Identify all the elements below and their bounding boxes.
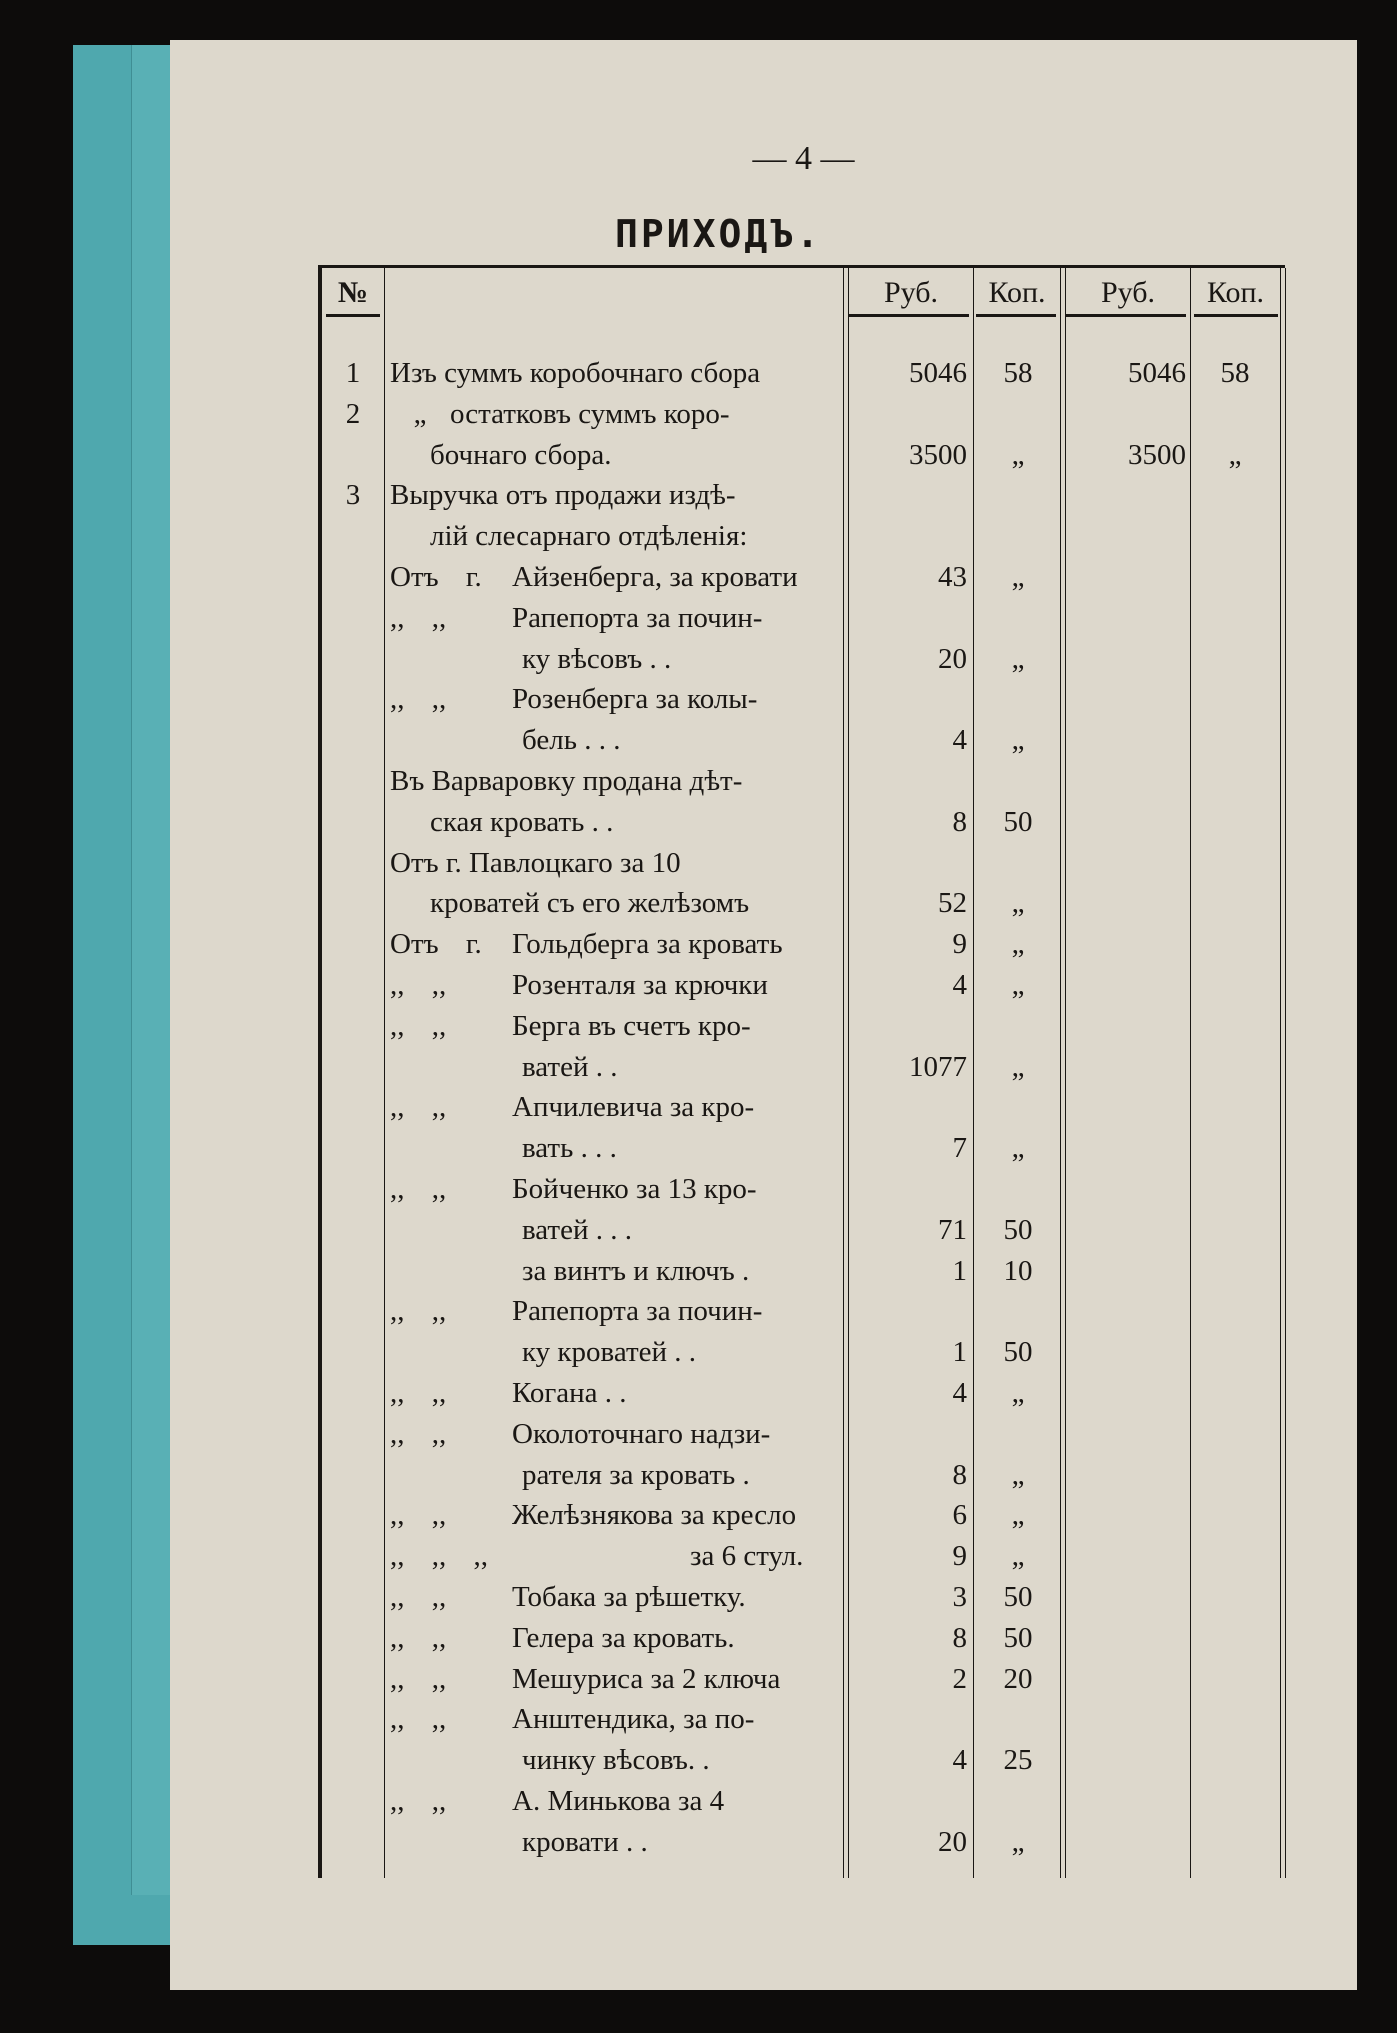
rubles-amount: 43: [938, 561, 967, 593]
kopecks-amount: „: [1011, 642, 1025, 675]
row-description: [390, 1091, 845, 1124]
table-row: [322, 1620, 1285, 1660]
description-text: Желѣзнякова за кресло: [512, 1499, 797, 1532]
table-row: [322, 1130, 1285, 1170]
kopecks-amount: 10: [1003, 1254, 1033, 1287]
rubles-amount: 4: [952, 969, 967, 1001]
table-row: [322, 1253, 1285, 1293]
header-rule: [976, 314, 1056, 317]
rubles-total: 3500: [1128, 438, 1186, 471]
table-row: [322, 1049, 1285, 1089]
description-text: ская кровать . .: [430, 805, 614, 838]
kopecks-amount: „: [1011, 724, 1025, 757]
description-text: рателя за кровать .: [522, 1458, 750, 1491]
rubles-amount: 52: [938, 887, 967, 920]
description-text: ватей . .: [522, 1050, 618, 1083]
kopecks-amount: 50: [1003, 1213, 1033, 1246]
description-text: Розенталя за крючки: [512, 969, 768, 1001]
ditto-prefix: ,, ,,: [390, 1581, 447, 1613]
row-description: [522, 643, 845, 676]
ditto-prefix: ,, ,,: [390, 683, 447, 716]
ditto-prefix: ,, ,,: [390, 1295, 447, 1328]
description-text: Анштендика, за по-: [512, 1703, 755, 1736]
rubles-amount: 8: [952, 1621, 967, 1654]
table-row: [322, 1783, 1285, 1823]
row-description: [390, 602, 845, 635]
table-row: [322, 355, 1285, 395]
ditto-prefix: ,, ,,: [390, 1703, 447, 1736]
table-row: [322, 641, 1285, 681]
description-text: кровати . .: [522, 1825, 648, 1858]
description-text: ку кроватей . .: [522, 1336, 697, 1369]
description-text: ватей . . .: [522, 1213, 632, 1246]
row-description: [430, 887, 845, 920]
description-text: Отъ г. Павлоцкаго за 10: [390, 846, 681, 879]
rubles-amount: 4: [952, 1377, 967, 1409]
description-text: Розенберга за колы-: [512, 683, 758, 716]
ditto-prefix: ,, ,,: [390, 1009, 447, 1042]
row-description: [390, 357, 845, 390]
kopecks-amount: „: [1011, 1050, 1025, 1083]
header-rub-1: Руб.: [883, 276, 939, 309]
row-description: [390, 928, 845, 961]
table-row: [322, 926, 1285, 966]
rubles-amount: 3500: [909, 438, 967, 471]
description-text: Околоточнаго надзи-: [512, 1417, 771, 1450]
row-description: [390, 1540, 845, 1573]
header-rub-2: Руб.: [1100, 276, 1156, 309]
row-description: [390, 398, 845, 431]
kopecks-amount: „: [1011, 1377, 1025, 1409]
rubles-amount: 20: [938, 1825, 967, 1858]
table-row: [322, 1008, 1285, 1048]
table-row: [322, 1701, 1285, 1741]
kopecks-amount: 50: [1003, 1621, 1033, 1654]
rubles-amount: 71: [938, 1213, 967, 1246]
row-description: [522, 1051, 845, 1084]
ditto-prefix: ,, ,,: [390, 601, 447, 634]
table-row: [322, 1742, 1285, 1782]
description-text: Въ Варваровку продана дѣт-: [390, 765, 743, 797]
row-description: [390, 1663, 845, 1696]
rubles-total: 5046: [1128, 357, 1186, 389]
description-text: ку вѣсовъ . .: [522, 642, 672, 675]
ditto-prefix: ,, ,,: [390, 1499, 447, 1532]
description-text: Берга въ счетъ кро-: [512, 1009, 751, 1042]
kopecks-amount: „: [1011, 438, 1025, 471]
page-title: ПРИХОДЪ.: [615, 212, 823, 256]
header-rule: [1194, 314, 1278, 317]
description-text: остатковъ суммъ коро-: [450, 397, 730, 430]
row-description: [390, 683, 845, 716]
ditto-prefix: Отъ г.: [390, 561, 482, 593]
description-text: Выручка отъ продажи издѣ-: [390, 479, 736, 512]
row-description: [390, 1010, 845, 1043]
rubles-amount: 8: [952, 805, 967, 838]
kopecks-amount: „: [1011, 1499, 1025, 1532]
row-number: 2: [345, 397, 361, 430]
row-description: [390, 847, 845, 880]
table-row: [322, 722, 1285, 762]
table-row: [322, 1171, 1285, 1211]
description-text: Гелера за кровать.: [512, 1621, 735, 1654]
description-text: чинку вѣсовъ. .: [522, 1744, 710, 1777]
table-row: [322, 1375, 1285, 1415]
table-row: [322, 1416, 1285, 1456]
kopecks-amount: 58: [1003, 357, 1033, 389]
ditto-prefix: ,, ,,: [390, 969, 447, 1001]
row-description: [390, 765, 845, 798]
rubles-amount: 4: [952, 1744, 967, 1777]
row-description: [390, 1622, 845, 1655]
table-row: [322, 1579, 1285, 1619]
kopecks-amount: 50: [1003, 805, 1033, 838]
kopecks-amount: 25: [1003, 1744, 1033, 1777]
kopecks-amount: „: [1011, 1458, 1025, 1491]
description-text: бель . . .: [522, 724, 621, 757]
rubles-amount: 6: [952, 1499, 967, 1532]
row-description: [390, 1295, 845, 1328]
rubles-amount: 1: [952, 1254, 967, 1287]
rubles-amount: 1077: [909, 1050, 967, 1083]
description-text: Рапепорта за почин-: [512, 601, 763, 634]
table-row: [322, 1661, 1285, 1701]
ditto-prefix: ,, ,,: [390, 1377, 447, 1409]
ditto-prefix: ,, ,,: [390, 1417, 447, 1450]
row-description: [522, 1826, 845, 1859]
rubles-amount: 4: [952, 724, 967, 757]
rubles-amount: 7: [952, 1132, 967, 1165]
ditto-prefix: ,, ,, ,,: [390, 1540, 488, 1573]
table-row: [322, 1089, 1285, 1129]
row-number: 3: [345, 479, 361, 512]
row-description: [390, 1499, 845, 1532]
rubles-amount: 20: [938, 642, 967, 675]
income-ledger-table: [318, 265, 1285, 1878]
row-number: 1: [345, 357, 361, 389]
table-row: [322, 1212, 1285, 1252]
rubles-amount: 9: [952, 1540, 967, 1573]
rubles-amount: 5046: [909, 357, 967, 389]
table-row: [322, 681, 1285, 721]
table-row: [322, 600, 1285, 640]
kopecks-amount: „: [1011, 561, 1025, 593]
row-description: [390, 479, 845, 512]
description-text: Изъ суммъ коробочнаго сбора: [390, 357, 761, 389]
kopecks-amount: „: [1011, 1132, 1025, 1165]
row-description: [390, 1581, 845, 1614]
description-text: Айзенберга, за кровати: [512, 561, 798, 593]
kopecks-amount: 20: [1003, 1662, 1033, 1695]
ditto-prefix: ,, ,,: [390, 1621, 447, 1654]
rubles-amount: 8: [952, 1458, 967, 1491]
description-text: Тобака за рѣшетку.: [512, 1581, 746, 1613]
ditto-prefix: ,, ,,: [390, 1173, 447, 1205]
table-row: [322, 845, 1285, 885]
kopecks-amount: „: [1011, 1540, 1025, 1573]
table-row: [322, 396, 1285, 436]
table-row: [322, 559, 1285, 599]
row-description: [390, 561, 845, 594]
description-text: Рапепорта за почин-: [512, 1295, 763, 1328]
row-description: [522, 724, 845, 757]
table-row: [322, 967, 1285, 1007]
row-description: [430, 520, 845, 553]
description-text: Гольдберга за кровать: [512, 928, 783, 961]
ditto-prefix: „: [413, 397, 427, 430]
table-row: [322, 804, 1285, 844]
row-description: [390, 1418, 845, 1451]
rubles-amount: 3: [952, 1581, 967, 1613]
cover-edge: [131, 45, 172, 1895]
description-text: Когана . .: [512, 1377, 627, 1409]
kopecks-amount: „: [1011, 887, 1025, 920]
kopecks-total: 58: [1220, 357, 1250, 389]
ditto-prefix: ,, ,,: [390, 1662, 447, 1695]
page-number: — 4 —: [752, 140, 855, 177]
row-description: [522, 1214, 845, 1247]
kopecks-amount: „: [1011, 969, 1025, 1001]
description-text: вать . . .: [522, 1132, 617, 1165]
table-row: [322, 763, 1285, 803]
header-rule: [849, 314, 969, 317]
kopecks-amount: 50: [1003, 1581, 1033, 1613]
description-text: Мешуриса за 2 ключа: [512, 1662, 781, 1695]
rubles-amount: 1: [952, 1336, 967, 1369]
kopecks-amount: „: [1011, 928, 1025, 961]
kopecks-total: „: [1228, 438, 1242, 471]
description-text: бочнаго сбора.: [430, 438, 612, 471]
rubles-amount: 2: [952, 1662, 967, 1695]
row-description: [430, 439, 845, 472]
table-row: [322, 518, 1285, 558]
rubles-amount: 9: [952, 928, 967, 961]
description-text: Бойченко за 13 кро-: [512, 1173, 757, 1205]
header-rule: [1066, 314, 1186, 317]
table-row: [322, 1497, 1285, 1537]
table-row: [322, 1538, 1285, 1578]
row-description: [430, 806, 845, 839]
description-text: кроватей съ его желѣзомъ: [430, 887, 750, 920]
ditto-prefix: Отъ г.: [390, 928, 482, 961]
row-description: [390, 1785, 845, 1818]
description-text: за 6 стул.: [690, 1540, 804, 1573]
table-row: [322, 1334, 1285, 1374]
header-rule: [326, 314, 380, 317]
row-description: [522, 1132, 845, 1165]
description-text: лій слесарнаго отдѣленія:: [430, 520, 748, 553]
row-description: [390, 1703, 845, 1736]
kopecks-amount: „: [1011, 1825, 1025, 1858]
header-kop-2: Коп.: [1206, 276, 1265, 309]
description-text: за винтъ и ключъ .: [522, 1254, 750, 1287]
table-row: [322, 1824, 1285, 1864]
header-kop-1: Коп.: [988, 276, 1046, 309]
table-row: [322, 477, 1285, 517]
ditto-prefix: ,, ,,: [390, 1785, 447, 1817]
kopecks-amount: 50: [1003, 1336, 1033, 1369]
row-description: [522, 1744, 845, 1777]
header-no: №: [337, 276, 369, 309]
table-row: [322, 1457, 1285, 1497]
ditto-prefix: ,, ,,: [390, 1091, 447, 1124]
row-description: [390, 1173, 845, 1206]
table-row: [322, 1293, 1285, 1333]
row-description: [522, 1336, 845, 1369]
table-row: [322, 885, 1285, 925]
row-description: [522, 1459, 845, 1492]
table-row: [322, 437, 1285, 477]
description-text: Апчилевича за кро-: [512, 1091, 755, 1124]
row-description: [390, 969, 845, 1002]
description-text: А. Минькова за 4: [512, 1785, 725, 1817]
row-description: [390, 1377, 845, 1410]
row-description: [522, 1255, 845, 1288]
